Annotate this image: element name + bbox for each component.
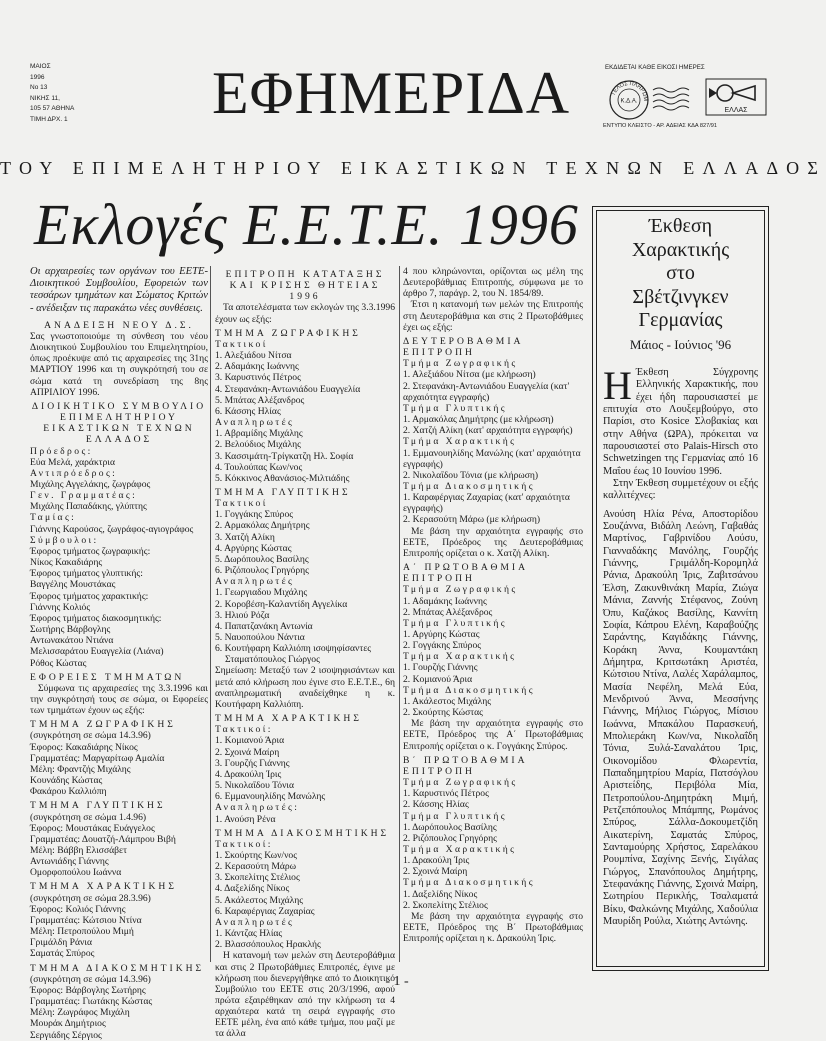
member-line: 2. Αδαμάκης Ιωάννης [215,361,299,373]
member-line: 1. Γεωργιαδου Μιχάλης [215,587,308,599]
section-line: Έφορος: Κολιός Γιάννης [30,903,126,915]
section-title: ΤΜΗΜΑ ΔΙΑΚΟΣΜΗΤΙΚΗΣ [30,962,205,974]
member-line: 2. Ριζόπουλος Γρηγόρης [403,832,497,844]
judges-text: Τα αποτελέσματα των εκλογών της 3.3.1996 έχουν ως εξής: [215,302,395,325]
president-note: Με βάση την αρχαιότητα εγγραφής στο ΕΕΤΕ, Πρόεδρος της Β΄ Πρωτοβάθμιας Επιτροπής ορίζεται η κ. Δρακούλη Ίρις. [403,910,583,945]
section-line: Γραμματέας: Δουατζή-Λάμπρου Βιβή [30,833,176,845]
committee-title: Α΄ ΠΡΩΤΟΒΑΘΜΙΑ ΕΠΙΤΡΟΠΗ [403,562,528,585]
member-line: 2. Βλασσόπουλος Ηρακλής [215,939,321,951]
member-line: 1. Ανούση Ρένα [215,813,276,825]
issue-month: ΜΑΙΟΣ [30,63,51,70]
member-line: 5. Μπάτας Αλέξανδρος [215,394,305,406]
member-line: 4. Τουλούπας Κων/νος [215,461,303,473]
president-note: Με βάση την αρχαιότητα εγγραφής στο ΕΕΤΕ, Πρόεδρος της Α΄ Πρωτοβάθμιας Επιτροπής ορίζεται ο κ. Γογγάκης Σπύρος. [403,718,583,752]
member-line: 2. Σχοινά Μαίρη [403,866,468,878]
sidebar-dates: Μάιος - Ιούνιος '96 [629,336,732,352]
member-line: 1. Σκούρτης Κων/νος [215,849,298,861]
member-line: 6. Κάσσης Ηλίας [215,405,281,417]
judges-sculpture [215,487,395,710]
member-line: 2. Νικολαΐδου Τόνια (με κλήρωση) [403,469,539,481]
member-line: 2. Μπάτας Αλέξανδρος [403,606,493,618]
council-name: Γιάννης Καρούσος, ζωγράφος-αγιογράφος [30,523,194,535]
cancellation-waves-icon [653,88,689,110]
group-name: Τμήμα Ζωγραφικής [403,777,518,789]
member-line: Έφορος τμήματος γλυπτικής: [30,568,143,580]
group-name: Τμήμα Ζωγραφικής [403,584,518,596]
member-line: 2. Αρμακόλας Δημήτρης [215,520,310,532]
sidebar-title-line: Χαρακτικής [631,238,730,261]
group-name: Τμήμα Ζωγραφικής [403,358,518,370]
member-line: 3. Γουρζής Γιάννης [215,757,290,769]
section-sculpture [30,800,208,878]
member-line: 4. Αργύρης Κώστας [215,542,292,554]
sidebar-para-text: Έκθεση Σύγχρονης Ελληνικής Χαρακτικής, που έχει ήδη παρουσιαστεί με επιτυχία στο Λουξεμβούργο, στο Παρίσι, στο Kosice Σλοβακίας και στην Αθήνα (ΩΡΑ), πρόκειται να παρουσιαστεί στο Palais-Hirsch στο Schwetzingen της Γερμανίας από 16 Μαΐου έως 10 Ιουνίου 1996. [603,366,758,477]
member-line: 3. Ηλιού Ρόζα [215,609,270,621]
member-line: 2. Σχοινά Μαίρη [215,746,280,758]
section-line: Έφορος: Μουστάκας Ευάγγελος [30,822,155,834]
council-role: Πρόεδρος: [30,445,93,457]
drop-cap: Η [603,362,632,408]
ephors-text: Σύμφωνα τις αρχαιρεσίες της 3.3.1996 και την συγκρότησή τους σε σώμα, οι Εφορείες των τμημάτων έχουν ως εξής: [30,682,208,717]
regular-label: Τακτικοί [215,498,268,510]
sidebar-title-line: Γερμανίας [638,309,723,332]
members-label: Σύμβουλοι: [30,534,99,546]
sidebar-title-line: στο [666,262,695,285]
page-number: - 1 - [385,974,409,989]
council-role: Αντιπρόεδρος: [30,467,118,479]
member-line: Έφορος τμήματος ζωγραφικής: [30,545,151,557]
council-name: Μιχάλης Αγγελάκης, ζωγράφος [30,479,151,490]
member-line: Μελισσαράτου Ευαγγελία (Λιάνα) [30,646,164,658]
section-line: Μουράκ Δημήτριος [30,1018,106,1030]
member-line: 1. Δαξελίδης Νίκος [403,888,478,900]
publish-frequency: ΕΚΔΙΔΕΤΑΙ ΚΑΘΕ ΕΙΚΟΣΙ ΗΜΕΡΕΣ [605,64,705,71]
intro-paragraph: Οι αρχαιρεσίες των οργάνων του ΕΕΤΕ-Διοικητικού Συμβουλίου, Εφορειών των τεσσάρων τμημάτων και Σώματος Κριτών - ανέδειξαν τις παρακάτω νέες συνθέσεις. [30,266,208,314]
masthead-subtitle: ΤΟΥ ΕΠΙΜΕΛΗΤΗΡΙΟΥ ΕΙΚΑΣΤΙΚΩΝ ΤΕΧΝΩΝ ΕΛΛΑΔΟΣ [0,158,826,178]
member-line: 1. Αλεξιάδου Νίτσα (με κλήρωση) [403,369,536,381]
member-line: 2. Χατζή Αλίκη (κατ' αρχαιότητα εγγραφής) [403,425,573,437]
group-name: Τμήμα Χαρακτικής [403,843,517,855]
artist-list: Ανούση Ηλία Ρένα, Αποστορίδου Σουζάννα, Βιδάλη Λεώνη, Γαβαθάς Μαρτίνος, Γαβρινίδου Λούσυ, Γιανναδάκης Μανόλης, Γουρζής Γιάννης, Γριμάλδη-Κορομηλά Ράνια, Δρακούλη Ίρις, Ζαβιτσάνου Έλση, Ζακυνθινάκη Μαρία, Ζιώγα Μάνια, Ζαννής Στέφανος, Ζούνη Όπυ, Καζάκος Βασίλης, Καννίτη Σοφία, Κάπρου Ελένη, Καραβούζης Σαράντης, Καγιδάκης Γιάννης, Κοράκη Άννα, Κουμαντάκη Δήμητρα, Κριτσωτάκη Αριστέα, Κώτσιου Ντίνα, Λαλές Χαράλαμπος, Μασία Νεφέλη, Μελά Εύα, Μενδρινού Άννα, Μεσσήνης Γιάννης, Μήλιος Γιώργος, Μίσιου Ιωάννα, Μπακάλου Παρασκευή, Μπολιεράκη Κων/να, Νικολαΐδη Τόνια, Ξυλά-Σαναλάτου Ίρις, Οικονομίδου Φλωρεντία, Παπαδημητρίου Μαρία, Πατσόγλου Αριστείδης, Περιβόλα Μία, Πετροπούλου-Δημητράκη Μιμή, Ρετζεπόπουλος Μπάμπης, Ρωμάνος Σπύρος, Σάλλα-Δοκουμετζίδη Αικατερίνη, Σαματάς Σπύρος, Σανταμούρης Χρήστος, Σαρελάκου Ρουμπίνα, Σαχίνης Ξενής, Σιγάλας Γιώργος, Σπανόπουλος Δημήτρης, Στεφανάκης Γιάννης, Σχοινά Μαίρη, Σωτηρίου Περικλής, Τσαλαματά Βίκυ, Φαλκώνης Μιχάλης, Χαδούλια Μαυρίδη Ρούλα, Χιώτης Αντώνης. [603,508,759,928]
board-text: Σας γνωστοποιούμε τη σύνθεση του νέου Διοικητικού Συμβουλίου του Επιμελητηρίου, όπως προέκυψε από τις αρχαιρεσίες της 31ης ΜΑΡΤΙΟΥ 1996 και τη συγκρότησή του σε σώμα κατά τη συνεδρίαση της 8ης ΑΠΡΙΛΙΟΥ 1996. [30,330,208,398]
member-line: 6. Εμμανουηλίδης Μανώλης [215,791,326,803]
column-elections [30,266,208,1041]
section-title: ΤΜΗΜΑ ΖΩΓΡΑΦΙΚΗΣ [215,327,361,339]
member-line: 6. Κουτήφαρη Καλλιόπη ισοψηφίσαντες [215,643,372,655]
section-line: Μέλη: Ζωγράφος Μιχάλη [30,1007,130,1019]
heading-council: ΔΙΟΙΚΗΤΙΚΟ ΣΥΜΒΟΥΛΙΟ ΕΠΙΜΕΛΗΤΗΡΙΟΥ ΕΙΚΑΣΤΙΚΩΝ ΤΕΧΝΩΝ ΕΛΛΑΔΟΣ [31,400,207,446]
member-line: 3. Κασσιμάτη-Τρίγκατζη Ηλ. Σοφία [215,450,354,462]
sidebar-title-line: Έκθεση [648,215,713,237]
section-line: Γραμματέας: Κώτσιου Ντίνα [30,914,142,926]
svg-text:ΕΛΛΑΣ: ΕΛΛΑΣ [724,107,748,114]
postage-stamp [605,78,769,122]
member-line: 4. Παπατζανάκη Αντωνία [215,620,313,632]
sidebar-body [597,362,764,928]
section-line: Φακάρου Καλλιόπη [30,786,107,798]
issue-year: 1996 [30,73,45,81]
section-title: ΤΜΗΜΑ ΧΑΡΑΚΤΙΚΗΣ [215,713,362,725]
committee-second-instance [403,336,583,559]
member-line: 2. Κερασούτη Μάρω (με κλήρωση) [403,514,541,526]
council-role: Γεν. Γραμματέας: [30,490,138,502]
group-name: Τμήμα Γλυπτικής [403,402,507,414]
member-line: Έφορος τμήματος διακοσμητικής: [30,612,162,624]
section-title: ΤΜΗΜΑ ΓΛΥΠΤΙΚΗΣ [215,486,351,498]
member-line: 5. Ακάλεστος Μιχάλης [215,894,304,906]
group-name: Τμήμα Γλυπτικής [403,810,507,822]
section-line: Σαματάς Σπύρος [30,948,95,960]
member-line: 3. Χατζή Αλίκη [215,531,275,543]
column-divider [399,266,400,962]
section-title: ΤΜΗΜΑ ΓΛΥΠΤΙΚΗΣ [30,800,166,812]
group-name: Τμήμα Διακοσμητικής [403,480,535,492]
member-line: 6. Καραφέργιας Ζαχαρίας [215,905,315,917]
member-line: 4. Στεφανάκη-Αντωνιάδου Ευαγγελία [215,383,361,395]
group-name: Τμήμα Διακοσμητικής [403,877,535,889]
council-name: Εύα Μελά, χαράκτρια [30,456,116,468]
member-line: 2. Σκοπελίτης Στέλιος [403,899,488,911]
group-name: Τμήμα Χαρακτικής [403,436,517,448]
member-line: 1. Κάντζας Ηλίας [215,928,283,940]
heading-judges: ΕΠΙΤΡΟΠΗ ΚΑΤΑΤΑΞΗΣ ΚΑΙ ΚΡΙΣΗΣ ΘΗΤΕΙΑΣ 1996 [225,269,385,303]
alternate-label: Αναπληρωτές [215,576,295,588]
continuation-text: 4 που κληρώνονται, ορίζονται ως μέλη της Δευτεροβάθμιας Επιτροπής, σύμφωνα με το άρθρο 7, παράγρ. 2, του Ν. 1854/89. [403,266,583,300]
section-line: (συγκρότηση σε σώμα 1.4.96) [30,811,147,823]
heading-new-board: ΑΝΑΔΕΙΞΗ ΝΕΟΥ Δ.Σ. [44,319,194,331]
section-line: Γραμματέας: Γιωτάκης Κώστας [30,996,153,1008]
address-street: ΝΙΚΗΣ 11, [30,94,60,102]
section-line: (συγκρότηση σε σώμα 28.3.96) [30,892,151,904]
member-line: 1. Καραφέργιας Ζαχαρίας (κατ' αρχαιότητα εγγραφής) [403,492,570,515]
member-line: Νίκος Κακαδιάρης [30,557,103,569]
group-name: Τμήμα Χαρακτικής [403,651,517,663]
group-name: Τμήμα Διακοσμητικής [403,684,535,696]
sidebar-title-line: Σβέτζινγκεν [632,285,729,308]
regular-label: Τακτικοί: [215,838,273,850]
section-title: ΤΜΗΜΑ ΖΩΓΡΑΦΙΚΗΣ [30,719,176,731]
judges-painting [215,328,395,484]
member-line: 2. Σκούρτης Κώστας [403,707,483,719]
allocation-intro: Έτσι η κατανομή των μελών της Επιτροπής στη Δευτεροβάθμια και στις 2 Πρωτοβάθμιες έχει ως εξής: [403,299,583,333]
note: Σημείωση: Μεταξύ των 2 ισοψηφισάντων και μετά από κλήρωση που έγινε στο Ε.Ε.Τ.Ε., 6η αναπληρωματική αναδείχθηκε η κ. Κουτήφαρη Καλλιόπη. [215,665,395,710]
section-engraving [30,881,208,959]
member-line: 1. Δωρόπουλος Βασίλης [403,821,497,833]
judges-decorative [215,828,395,951]
member-line: Ρόθος Κώστας [30,657,87,669]
member-line: 2. Κάσσης Ηλίας [403,799,469,811]
member-line: 2. Κοροβέση-Καλαντίδη Αγγελίκα [215,598,348,610]
issue-price: ΤΙΜΗ ΔΡΧ. 1 [30,115,68,123]
section-painting [30,719,208,797]
member-line: Γιάννης Κολιός [30,601,91,613]
allocation-text: Η κατανομή των μελών στη Δευτεροβάθμια και στις 2 Πρωτοβάθμιες Επιτροπές, έγινε με κλήρωση που διενεργήθηκε από το Διοικητικό Συμβούλιο του ΕΕΤΕ στις 20/3/1996, αφού πρώτα εξαιρέθηκαν από την κλήρωση τα 4 αρχαιότερα κατά τη σειρά εγγραφής στο ΕΕΤΕ μέλη, ένα από κάθε τμήμα, που μαζί με τα άλλα [215,950,395,1040]
council-role: Ταμίας: [30,512,77,524]
headline: Εκλογές Ε.Ε.Τ.Ε. 1996 [34,192,579,257]
column-judges [215,266,395,1040]
postmark-seal-icon [605,78,648,119]
member-line: 2. Κομιανού Άρια [403,673,473,685]
section-line: Κουνάδης Κώστας [30,775,103,787]
president-note: Με βάση την αρχαιότητα εγγραφής στο ΕΕΤΕ, Πρόεδρος της Δευτεροβάθμιας Επιτροπής ορίζεται ο κ. Χατζή Αλίκη. [403,525,583,559]
member-line: 5. Ναυοπούλου Νάντια [215,632,305,643]
section-line: (συγκρότηση σε σώμα 14.3.96) [30,973,151,985]
member-line: 5. Κόκκινος Αθανάσιος-Μιλτιάδης [215,472,350,484]
sidebar-paragraph [603,362,758,478]
alternate-label: Αναπληρωτές [215,417,295,429]
member-line: 1. Ακάλεστος Μιχάλης [403,695,492,707]
member-line: 1. Αδαμάκης Ιωάννης [403,595,487,607]
section-line: Μέλη: Φραντζής Μιχάλης [30,763,131,775]
issue-number: No 13 [30,84,48,92]
section-title: ΤΜΗΜΑ ΧΑΡΑΚΤΙΚΗΣ [30,881,177,893]
council-name: Μιχάλης Παπαδάκης, γλύπτης [30,501,147,513]
member-line: 2. Βελούδιος Μιχάλης [215,439,301,451]
svg-text:Κ.Δ.Α.: Κ.Δ.Α. [620,98,638,105]
member-line: 6. Ριζόπουλος Γρηγόρης [215,565,309,577]
member-line: Αντωνακάτου Ντιάνα [30,635,114,647]
post-horn-icon [706,79,766,115]
section-line: Έφορος: Κακαδιάρης Νίκος [30,741,138,753]
section-line: Αντωνιάδης Γιάννης [30,856,109,868]
member-line: 1. Αργύρης Κώστας [403,629,480,640]
member-line: 1. Γουρζής Γιάννης [403,662,478,674]
member-line: 1. Εμμανουηλίδης Μανώλης (κατ' αρχαιότητα εγγραφής) [403,447,581,470]
section-line: Έφορος: Βάρβογλης Σωτήρης [30,984,146,996]
member-line: 1. Γογγάκης Σπύρος [215,509,294,521]
alternate-label: Αναπληρωτές [215,916,295,928]
member-line: Βαγγέλης Μουστάκας [30,579,116,591]
member-line: 1. Αλεξιάδου Νίτσα [215,350,292,362]
member-line: Σωτήρης Βάρβογλης [30,624,111,636]
section-title: ΤΜΗΜΑ ΔΙΑΚΟΣΜΗΤΙΚΗΣ [215,827,390,839]
member-line: Σταματόπουλος Γιώργος [225,654,320,666]
judges-engraving [215,713,395,825]
member-line: 1. Κομιανού Άρια [215,735,285,747]
address-city: 105 57 ΑΘΗΝΑ [30,105,75,113]
sidebar-title [597,215,764,333]
member-line: 1. Αρμακόλας Δημήτρης (με κλήρωση) [403,414,554,426]
column-committees [403,266,583,966]
section-line: Μέλη: Πετροπούλου Μιμή [30,926,134,938]
section-line: Γριμάλδη Ράνια [30,937,92,949]
member-line: 2. Στεφανάκη-Αντωνιάδου Ευαγγελία (κατ' αρχαιότητα εγγραφής) [403,380,570,403]
sidebar-paragraph: Στην Έκθεση συμμετέχουν οι εξής καλλιτέχνες: [603,478,758,502]
member-line: 4. Δαξελίδης Νίκος [215,883,290,895]
committee-title: ΔΕΥΤΕΡΟΒΑΘΜΙΑ ΕΠΙΤΡΟΠΗ [403,335,523,359]
member-line: Έφορος τμήματος χαρακτικής: [30,590,149,602]
column-divider [210,266,211,962]
member-line: 4. Δρακούλη Ίρις [215,768,282,780]
issue-info [30,62,74,126]
member-line: 1. Αβραμίδης Μιχάλης [215,428,303,440]
permit-note: ΕΝΤΥΠΟ ΚΛΕΙΣΤΟ - ΑΡ. ΑΔΕΙΑΣ ΚΔΑ 827/91 [603,123,717,129]
member-line: 3. Καρυστινός Πέτρος [215,372,301,384]
member-line: 1. Καρυστινός Πέτρος [403,788,489,800]
section-line: Ομορφοπούλου Ιωάννα [30,867,122,879]
section-line: Μέλη: Βάββη Ελισσάβετ [30,845,127,856]
member-line: 2. Κερασούτη Μάρω [215,861,297,873]
exhibition-sidebar [596,210,765,967]
member-line: 1. Δρακούλη Ίρις [403,855,470,867]
member-line: 2. Γογγάκης Σπύρος [403,640,482,652]
member-line: 5. Νικολαΐδου Τόνια [215,780,295,792]
regular-label: Τακτικοί [215,338,268,350]
regular-label: Τακτικοί: [215,724,273,736]
alternate-label: Αναπληρωτές: [215,802,300,814]
committee-first-b [403,755,583,945]
member-line: 5. Δωρόπουλος Βασίλης [215,553,309,565]
section-line: Γραμματέας: Μαργαρίτωφ Αμαλία [30,752,165,764]
masthead-title: ΕΦΗΜΕΡΙΔΑ [212,60,571,126]
heading-ephors: ΕΦΟΡΕΙΕΣ ΤΜΗΜΑΤΩΝ [30,671,185,683]
group-name: Τμήμα Γλυπτικής [403,617,507,629]
committee-first-a [403,562,583,752]
section-line: (συγκρότηση σε σώμα 14.3.96) [30,730,151,742]
member-line: 3. Σκοπελίτης Στέλιος [215,872,300,884]
svg-text:ΤΕΛΟΣ ΠΛΗΡΩΜΕΝΟ: ΤΕΛΟΣ ΠΛΗΡΩΜ [610,80,649,102]
section-line: Σεργιάδης Σέργιος [30,1029,102,1041]
committee-title: Β΄ ΠΡΩΤΟΒΑΘΜΙΑ ΕΠΙΤΡΟΠΗ [403,754,527,777]
